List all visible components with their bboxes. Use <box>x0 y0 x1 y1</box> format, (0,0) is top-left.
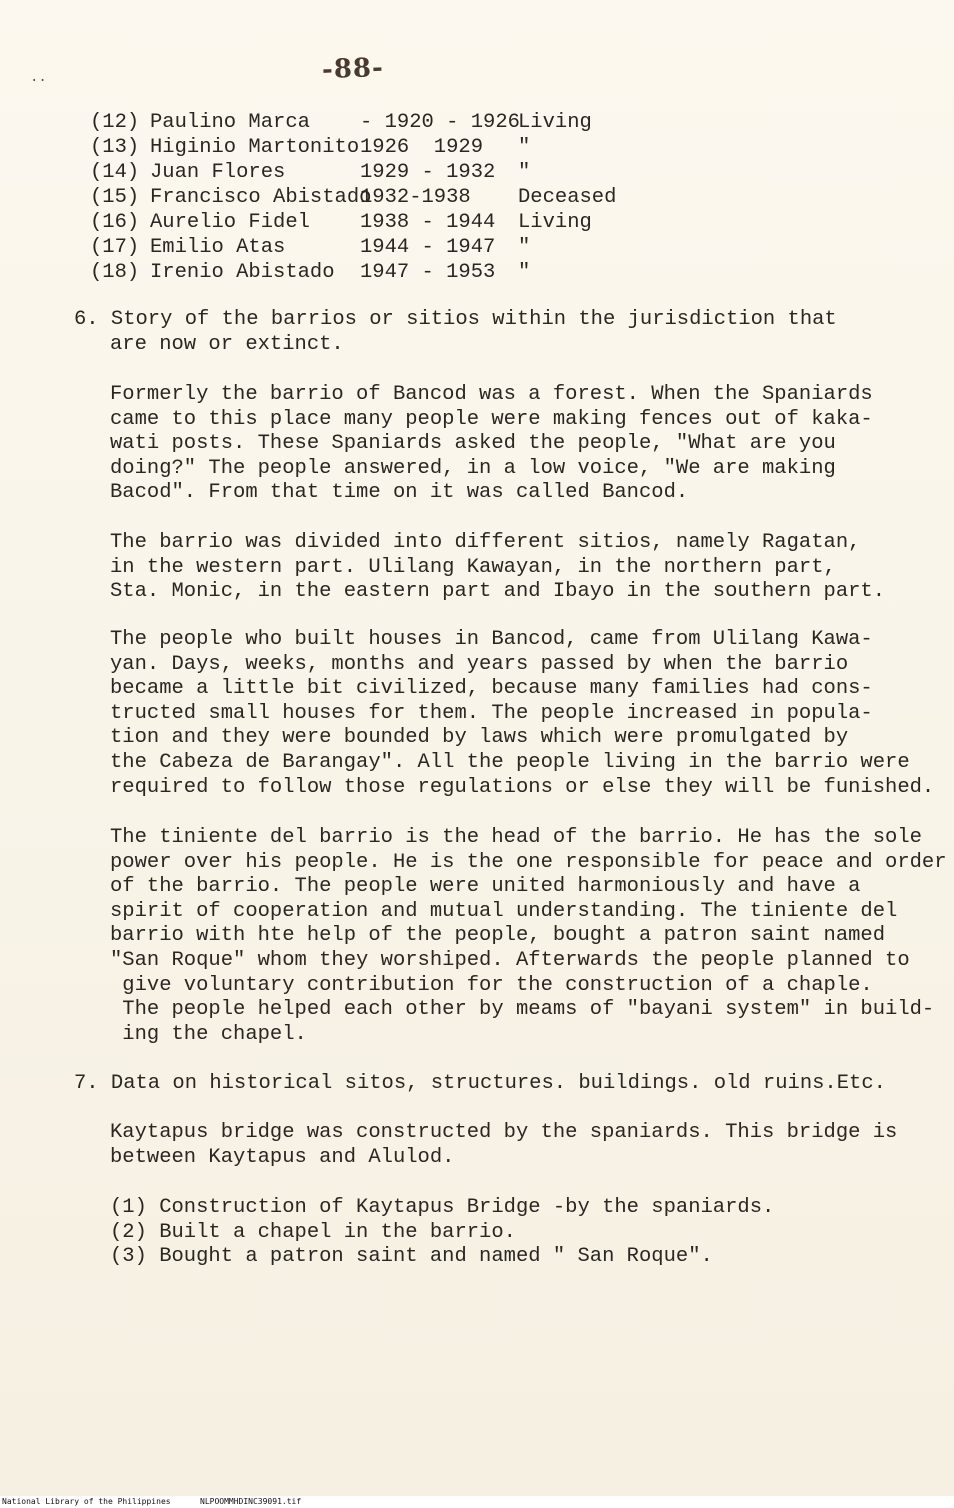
roster-number: (12) <box>90 111 140 134</box>
section-6-paragraph-settlers <box>110 628 934 800</box>
text-line: doing?" The people answered, in a low voice, "We are making <box>110 456 836 480</box>
text-line: Bacod". From that time on it was called Bancod. <box>110 481 689 505</box>
text-line: of the barrio. The people were united harmoniously and have a <box>110 875 861 899</box>
text-line: yan. Days, weeks, months and years passed by when the barrio <box>110 652 849 676</box>
section-6-paragraph-sitios <box>110 531 885 605</box>
page-number: -88- <box>321 52 385 86</box>
text-line: The people who built houses in Bancod, came from Ulilang Kawa- <box>110 628 873 651</box>
roster-number: (17) <box>90 236 140 259</box>
text-line: give voluntary contribution for the construction of a chaple. <box>110 973 873 997</box>
section-6-heading: 6. Story of the barrios or sitios within the jurisdiction that <box>74 308 837 331</box>
text-line: The people helped each other by meams of "bayani system" in build- <box>110 998 935 1022</box>
text-line: the Cabeza de Barangay". All the people living in the barrio were <box>110 750 910 774</box>
text-line: Formerly the barrio of Bancod was a forest. When the Spaniards <box>110 383 873 406</box>
edge-marks: .. <box>30 70 47 86</box>
roster-status: Living <box>518 111 592 134</box>
roster-number: (15) <box>90 186 140 209</box>
text-line: tion and they were bounded by laws which were promulgated by <box>110 726 849 750</box>
roster-name: Francisco Abistado <box>150 186 372 209</box>
roster-name: Higinio Martonito <box>150 136 360 159</box>
roster-name: Aurelio Fidel <box>150 211 310 234</box>
roster-years: 1938 - 1944 <box>360 211 496 234</box>
text-line: The tiniente del barrio is the head of the barrio. He has the sole <box>110 826 922 849</box>
roster-number: (16) <box>90 211 140 234</box>
text-line: (3) Bought a patron saint and named " San Roque". <box>110 1245 713 1269</box>
scan-footer <box>0 1496 954 1508</box>
section-7-paragraph-bridge <box>110 1121 897 1170</box>
section-6-paragraph-tiniente <box>110 826 947 1047</box>
roster-status: " <box>518 136 531 159</box>
roster-years: 1926 1929 <box>360 136 484 159</box>
text-line: spirit of cooperation and mutual understanding. The tiniente del <box>110 899 898 923</box>
roster-years: 1929 - 1932 <box>360 161 496 184</box>
roster-number: (13) <box>90 136 140 159</box>
footer-library: National Library of the Philippines <box>2 1497 171 1506</box>
section-6-paragraph-origin <box>110 383 873 506</box>
roster-years: 1947 - 1953 <box>360 261 496 284</box>
roster-status: " <box>518 161 531 184</box>
text-line: barrio with hte help of the people, bought a patron saint named <box>110 924 886 948</box>
text-line: required to follow those regulations or else they will be funished. <box>110 775 935 799</box>
text-line: came to this place many people were making fences out of kaka- <box>110 407 873 431</box>
section-7-list <box>110 1196 774 1270</box>
text-line: Kaytapus bridge was constructed by the spaniards. This bridge is <box>110 1121 898 1144</box>
section-6-heading-cont: are now or extinct. <box>110 333 344 356</box>
text-line: power over his people. He is the one responsible for peace and order <box>110 850 947 874</box>
roster-status: " <box>518 236 531 259</box>
roster-number: (18) <box>90 261 140 284</box>
section-7-heading: 7. Data on historical sitos, structures. buildings. old ruins.Etc. <box>74 1072 886 1095</box>
text-line: wati posts. These Spaniards asked the people, "What are you <box>110 432 836 456</box>
text-line: in the western part. Ulilang Kawayan, in the northern part, <box>110 555 836 579</box>
roster-years: 1932-1938 <box>360 186 471 209</box>
roster-status: Deceased <box>518 186 617 209</box>
roster-status: " <box>518 261 531 284</box>
roster-name: Paulino Marca <box>150 111 310 134</box>
text-line: The barrio was divided into different sitios, namely Ragatan, <box>110 531 861 554</box>
roster-number: (14) <box>90 161 140 184</box>
roster-name: Juan Flores <box>150 161 286 184</box>
text-line: ing the chapel. <box>110 1022 307 1046</box>
text-line: "San Roque" whom they worshiped. Afterwards the people planned to <box>110 948 910 972</box>
text-line: (1) Construction of Kaytapus Bridge -by the spaniards. <box>110 1196 775 1219</box>
roster-years: - 1920 - 1926 <box>360 111 520 134</box>
text-line: Sta. Monic, in the eastern part and Ibayo in the southern part. <box>110 580 886 604</box>
text-line: (2) Built a chapel in the barrio. <box>110 1220 516 1244</box>
footer-filename: NLPOOMMHDINC39091.tif <box>200 1497 302 1506</box>
text-line: became a little bit civilized, because many families had cons- <box>110 677 873 701</box>
roster-status: Living <box>518 211 592 234</box>
text-line: between Kaytapus and Alulod. <box>110 1145 455 1169</box>
roster-name: Irenio Abistado <box>150 261 335 284</box>
roster-years: 1944 - 1947 <box>360 236 496 259</box>
text-line: tructed small houses for them. The people increased in popula- <box>110 701 873 725</box>
roster-name: Emilio Atas <box>150 236 286 259</box>
